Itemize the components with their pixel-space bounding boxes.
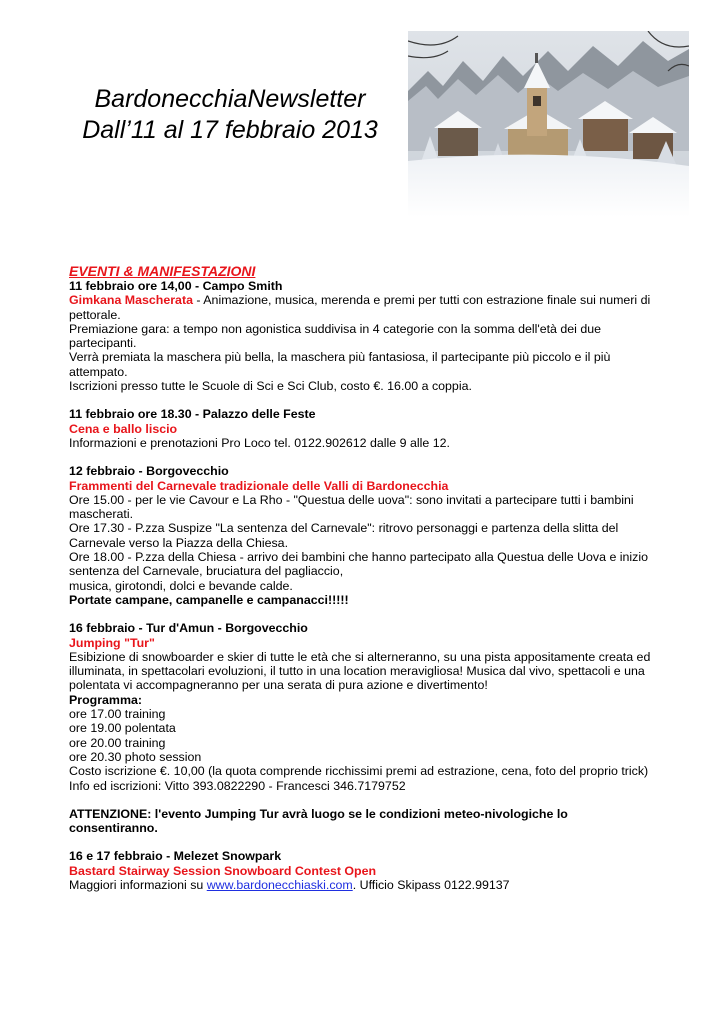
snowy-village-photo — [408, 31, 689, 217]
event-2-name: Cena e ballo liscio — [69, 421, 178, 436]
event-3-line-4: musica, girotondi, dolci e bevande calde. — [69, 578, 293, 593]
event-5-info-suffix: . Ufficio Skipass 0122.99137 — [352, 877, 510, 892]
event-5-name: Bastard Stairway Session Snowboard Contest Open — [69, 863, 377, 878]
attention-notice: ATTENZIONE: l'evento Jumping Tur avrà luogo se le condizioni meteo-nivologiche lo consentiranno. — [69, 806, 568, 836]
event-1-line-4: Iscrizioni presso tutte le Scuole di Sci e Sci Club, costo €. 16.00 a coppia. — [69, 379, 472, 394]
event-4-cost: Costo iscrizione €. 10,00 (la quota comprende ricchissimi premi ad estrazione, cena, foto del proprio trick) — [69, 764, 649, 779]
event-1-desc: - Animazione, musica, merenda e premi per tutti con estrazione finale sui numeri di pettorale. — [69, 293, 651, 322]
title-line-1: BardonecchiaNewsletter — [94, 85, 366, 113]
event-5-info-prefix: Maggiori informazioni su — [69, 877, 207, 892]
event-3-line-1: Ore 15.00 - per le vie Cavour e La Rho - "Questua delle uova": sono invitati a partecipare tutti i bambini mascherati. — [69, 492, 634, 522]
event-3-heading: 12 febbraio - Borgovecchio — [69, 464, 229, 479]
event-4-program-label: Programma: — [69, 692, 142, 707]
event-3-line-2: Ore 17.30 - P.zza Suspize "La sentenza del Carnevale": ritrovo personaggi e partenza della slitta del Carnevale verso la Piazza della Chiesa. — [69, 521, 619, 550]
title-line-2: Dall’11 al 17 febbraio 2013 — [82, 116, 378, 144]
event-1-line-2: Premiazione gara: a tempo non agonistica suddivisa in 4 categorie con la somma dell'età dei due partecipanti. — [69, 321, 602, 351]
event-3-closing: Portate campane, campanelle e campanacci!!!!! — [69, 592, 349, 607]
content — [69, 264, 659, 892]
event-1-description — [69, 293, 659, 322]
event-1-line-3: Verrà premiata la maschera più bella, la maschera più fantasiosa, il partecipante più piccolo e il più attempato. — [69, 350, 611, 379]
event-5-heading: 16 e 17 febbraio - Melezet Snowpark — [69, 849, 282, 864]
event-3-name: Frammenti del Carnevale tradizionale delle Valli di Bardonecchia — [69, 478, 449, 493]
event-5-info — [69, 878, 659, 892]
event-3-line-3: Ore 18.00 - P.zza della Chiesa - arrivo dei bambini che hanno partecipato alla Questua delle Uova e inizio sentenza del Carnevale, bruciatura del pagliaccio, — [69, 550, 649, 579]
program-item: ore 17.00 training — [69, 707, 166, 722]
event-4-info: Info ed iscrizioni: Vitto 393.0822290 - Francesci 346.7179752 — [69, 778, 406, 793]
section-heading: EVENTI & MANIFESTAZIONI — [69, 263, 256, 279]
newsletter-title — [60, 84, 400, 146]
event-2-heading: 11 febbraio ore 18.30 - Palazzo delle Feste — [69, 407, 316, 422]
event-4-description: Esibizione di snowboarder e skier di tutte le età che si alterneranno, su una pista appositamente creata ed illuminata, in spettacolari evoluzioni, il tutto in una location meravigliosa! Musica dal vivo, spettacoli e una polentata vi accompagneranno per una serata di pura azione e divertimento! — [69, 649, 651, 693]
event-4-heading: 16 febbraio - Tur d'Amun - Borgovecchio — [69, 621, 308, 636]
event-1-heading: 11 febbraio ore 14,00 - Campo Smith — [69, 279, 283, 293]
event-4-name: Jumping "Tur" — [69, 635, 155, 650]
website-link[interactable]: www.bardonecchiaski.com — [206, 877, 353, 892]
event-1-name: Gimkana Mascherata — [69, 293, 193, 308]
program-item: ore 20.30 photo session — [69, 749, 202, 764]
program-item: ore 19.00 polentata — [69, 721, 176, 736]
event-2-line-1: Informazioni e prenotazioni Pro Loco tel. 0122.902612 dalle 9 alle 12. — [69, 435, 450, 450]
program-item: ore 20.00 training — [69, 735, 166, 750]
